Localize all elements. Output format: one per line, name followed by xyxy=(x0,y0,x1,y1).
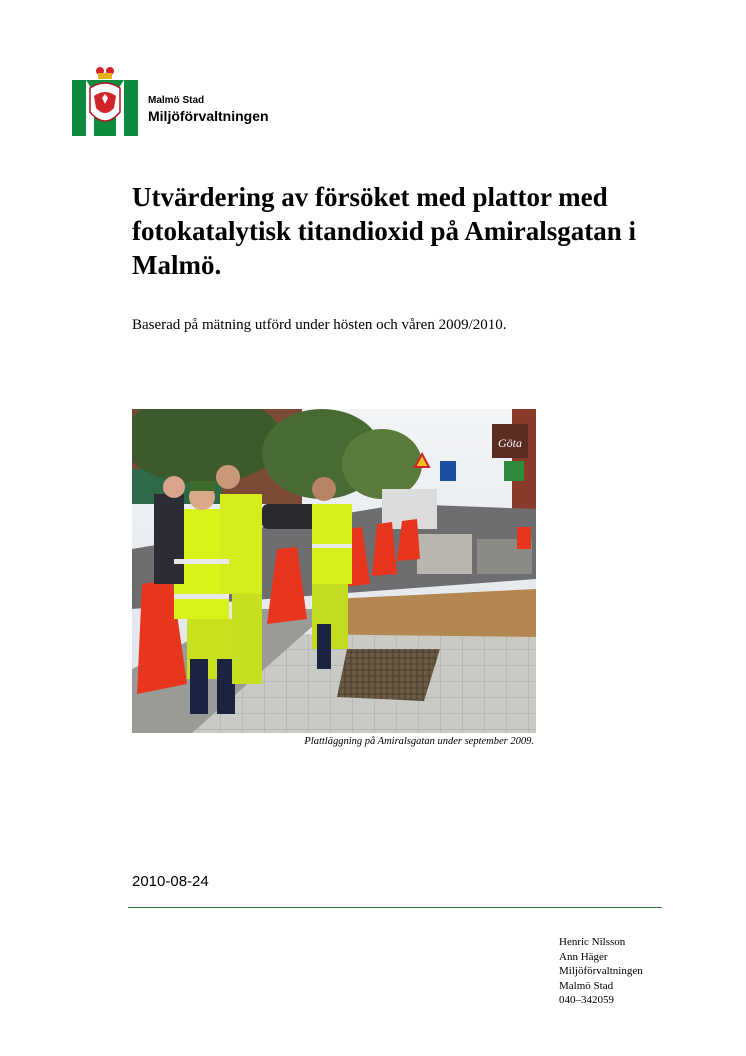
divider-line xyxy=(128,907,662,908)
author-block xyxy=(559,935,643,1008)
author-phone: 040–342059 xyxy=(559,994,614,1006)
author-department: Miljöförvaltningen xyxy=(559,965,643,977)
photo-caption: Plattläggning på Amiralsgatan under september 2009. xyxy=(304,736,534,747)
document-subtitle: Baserad på mätning utförd under hösten och våren 2009/2010. xyxy=(132,317,507,333)
document-title: Utvärdering av försöket med plattor med fotokatalytisk titandioxid på Amiralsgatan i Malmö. xyxy=(132,182,637,280)
shop-sign-text: Göta xyxy=(498,436,522,450)
city-name: Malmö Stad xyxy=(148,95,205,106)
author-name: Henric Nilsson xyxy=(559,936,626,948)
author-city: Malmö Stad xyxy=(559,979,614,992)
author-name: Ann Häger xyxy=(559,950,608,963)
malmo-stad-logo xyxy=(72,62,138,136)
organization-header xyxy=(148,95,269,125)
department-name: Miljöförvaltningen xyxy=(148,108,269,124)
document-date: 2010-08-24 xyxy=(132,873,209,890)
street-paving-photo xyxy=(132,409,536,733)
